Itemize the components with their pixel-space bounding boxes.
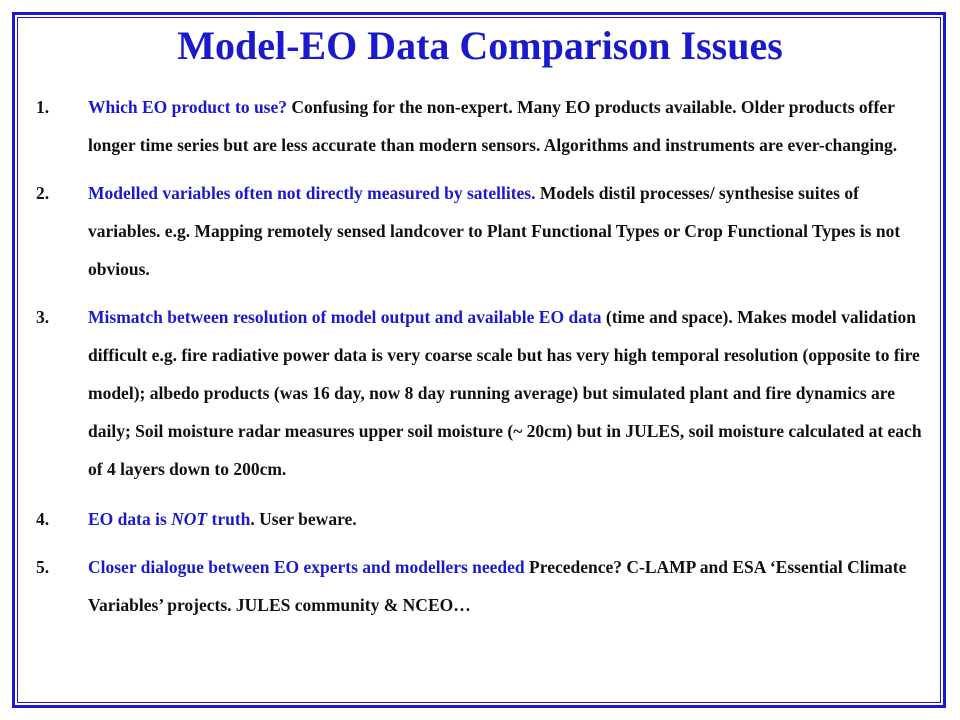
item-body: Models distil processes/ synthesise suites of variables. e.g. Mapping remotely sensed landcover to Plant Functional Types or Crop Functional Types is not obvious.	[88, 183, 901, 279]
item-body: . User beware.	[250, 509, 357, 529]
list-item	[36, 548, 926, 624]
item-number: 2.	[36, 183, 50, 203]
list-item	[36, 174, 926, 288]
issues-list	[36, 88, 926, 624]
item-body: (time and space). Makes model validation difficult e.g. fire radiative power data is very coarse scale but has very high temporal resolution (opposite to fire model); albedo products (was 16 day, now 8 day running average) but simulated plant and fire dynamics are daily; Soil moisture radar measures upper soil moisture (~ 20cm) but in JULES, soil moisture calculated at each of 4 layers down to 200cm.	[88, 307, 922, 479]
item-number: 3.	[36, 307, 50, 327]
item-lead-tail: truth	[207, 509, 251, 529]
slide-title: Model-EO Data Comparison Issues	[177, 23, 783, 68]
item-lead: Modelled variables often not directly measured by satellites.	[88, 183, 536, 203]
item-lead: Closer dialogue between EO experts and modellers needed	[88, 557, 525, 577]
item-body: Precedence? C-LAMP and ESA ‘Essential Climate Variables’ projects. JULES community & NCEO…	[88, 557, 907, 615]
list-item	[36, 88, 926, 164]
item-lead-emphasis: NOT	[171, 509, 208, 529]
item-number: 1.	[36, 97, 50, 117]
item-body: Confusing for the non-expert. Many EO products available. Older products offer longer time series but are less accurate than modern sensors. Algorithms and instruments are ever-changing.	[88, 97, 898, 155]
item-lead: Which EO product to use?	[88, 97, 288, 117]
item-number: 4.	[36, 509, 50, 529]
item-number: 5.	[36, 557, 50, 577]
item-lead: Mismatch between resolution of model output and available EO data	[88, 307, 602, 327]
list-item	[36, 298, 926, 488]
item-lead: EO data is	[88, 509, 172, 529]
list-item	[36, 500, 926, 538]
